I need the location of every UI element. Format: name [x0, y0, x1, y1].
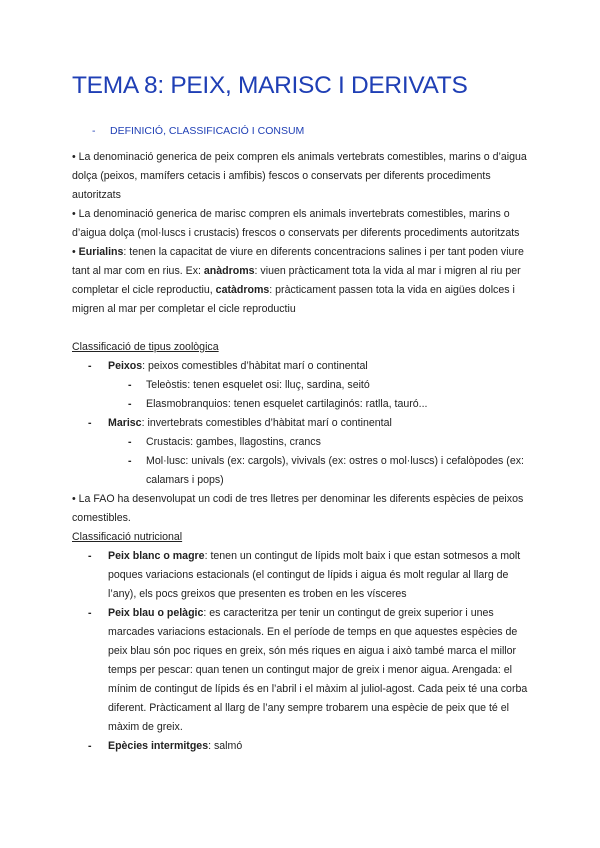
eurialins-text-3: : pràcticament passen tota la vida en aigües dolces i migren al mar per completar el cicle reproductiu: [72, 284, 515, 315]
term-anadroms: anàdroms: [203, 265, 255, 277]
list-item-peixos: [72, 357, 532, 376]
list-item-elasmobranquios: [72, 395, 532, 414]
dash-marker: -: [88, 417, 92, 429]
eurialins-text-2: : viuen pràcticament tota la vida al mar i migren al riu per completar el cicle reproductiu,: [72, 265, 521, 296]
list-item-especies-intermitges: [72, 737, 532, 756]
term-especies-intermitges: Epècies intermitges: [108, 740, 209, 752]
peixos-text: : peixos comestibles d’hàbitat marí o continental: [142, 360, 368, 372]
dash-marker: -: [128, 379, 132, 391]
term-peixos: Peixos: [108, 360, 143, 372]
term-marisc: Marisc: [108, 417, 142, 429]
list-item-mollusc: [72, 452, 532, 490]
teleostis-text: Teleòstis: tenen esquelet osi: lluç, sardina, seitó: [146, 379, 370, 391]
list-item-crustacis: [72, 433, 532, 452]
list-item-teleostis: [72, 376, 532, 395]
dash-marker: -: [128, 455, 132, 467]
peix-blanc-text: : tenen un contingut de lípids molt baix i que estan sotmesos a molt poques variacions estacionals (el contingut de lípids i aigua és molt regular al llarg de l’any), els pocs greixos que presenten es troben en les vísceres: [108, 550, 521, 600]
dash-marker: -: [88, 740, 92, 752]
list-item-marisc: [72, 414, 532, 433]
crustacis-text: Crustacis: gambes, llagostins, crancs: [146, 436, 321, 448]
dash-marker: -: [88, 550, 92, 562]
subheading-dash: -: [92, 125, 96, 137]
term-peix-blau: Peix blau o pelàgic: [108, 607, 204, 619]
dash-marker: -: [128, 398, 132, 410]
nutritional-heading: Classificació nutricional: [72, 531, 183, 543]
term-eurialins: Eurialins: [78, 246, 124, 258]
section-subheading: [92, 125, 304, 137]
intro-paragraph-marisc: • La denominació generica de marisc compren els animals invertebrats comestibles, marins o d’aigua dolça (mol·luscs i crustacis) frescos o conservats per diferents procediments autoritzats: [72, 208, 520, 239]
list-item-peix-blanc: [72, 547, 532, 604]
document-body: [72, 148, 532, 756]
intro-paragraph-peix: • La denominació generica de peix compren els animals vertebrats comestibles, marins o d’aigua dolça (peixos, mamífers cetacis i amfibis) fescos o conservats per diferents procediments autoritzats: [72, 151, 527, 201]
dash-marker: -: [88, 360, 92, 372]
zoological-heading: Classificació de tipus zoològica: [72, 341, 219, 353]
eurialins-paragraph: [72, 243, 532, 319]
term-peix-blanc: Peix blanc o magre: [108, 550, 205, 562]
marisc-text: : invertebrats comestibles d’hàbitat marí o continental: [141, 417, 392, 429]
dash-marker: -: [128, 436, 132, 448]
bullet: •: [72, 246, 79, 258]
list-item-peix-blau: [72, 604, 532, 737]
mollusc-text: Mol·lusc: univals (ex: cargols), vivivals (ex: ostres o mol·luscs) i cefalòpodes (ex: calamars i pops): [146, 455, 524, 486]
spacer: [72, 319, 532, 338]
page-title: TEMA 8: PEIX, MARISC I DERIVATS: [72, 72, 468, 99]
fao-paragraph: • La FAO ha desenvolupat un codi de tres lletres per denominar les diferents espècies de peixos comestibles.: [72, 493, 524, 524]
term-catadroms: catàdroms: [215, 284, 270, 296]
peix-blau-text: : es caracteritza per tenir un contingut de greix superior i unes marcades variacions estacionals. En el període de temps en que aquestes espècies de peix blau són poc riques en greix, són més riques en aigua i això també marca el millor temps per pescar: quan tenen un contingut major de greix i menor aigua. Arengada: el mínim de contingut de lípids és en l’abril i el màxim al juliol-agost. Cada peix té una corba diferent. Pràcticament al llarg de l’any sempre trobarem una espècie de peix que té el màxim de greix.: [108, 607, 528, 733]
especies-intermitges-text: : salmó: [208, 740, 243, 752]
subheading-text: DEFINICIÓ, CLASSIFICACIÓ I CONSUM: [110, 125, 305, 137]
elasmobranquios-text: Elasmobranquios: tenen esquelet cartilaginós: ratlla, tauró...: [146, 398, 428, 410]
eurialins-text-1: : tenen la capacitat de viure en diferents concentracions salines i per tant poden viure tant al mar com en rius. Ex:: [72, 246, 524, 277]
dash-marker: -: [88, 607, 92, 619]
